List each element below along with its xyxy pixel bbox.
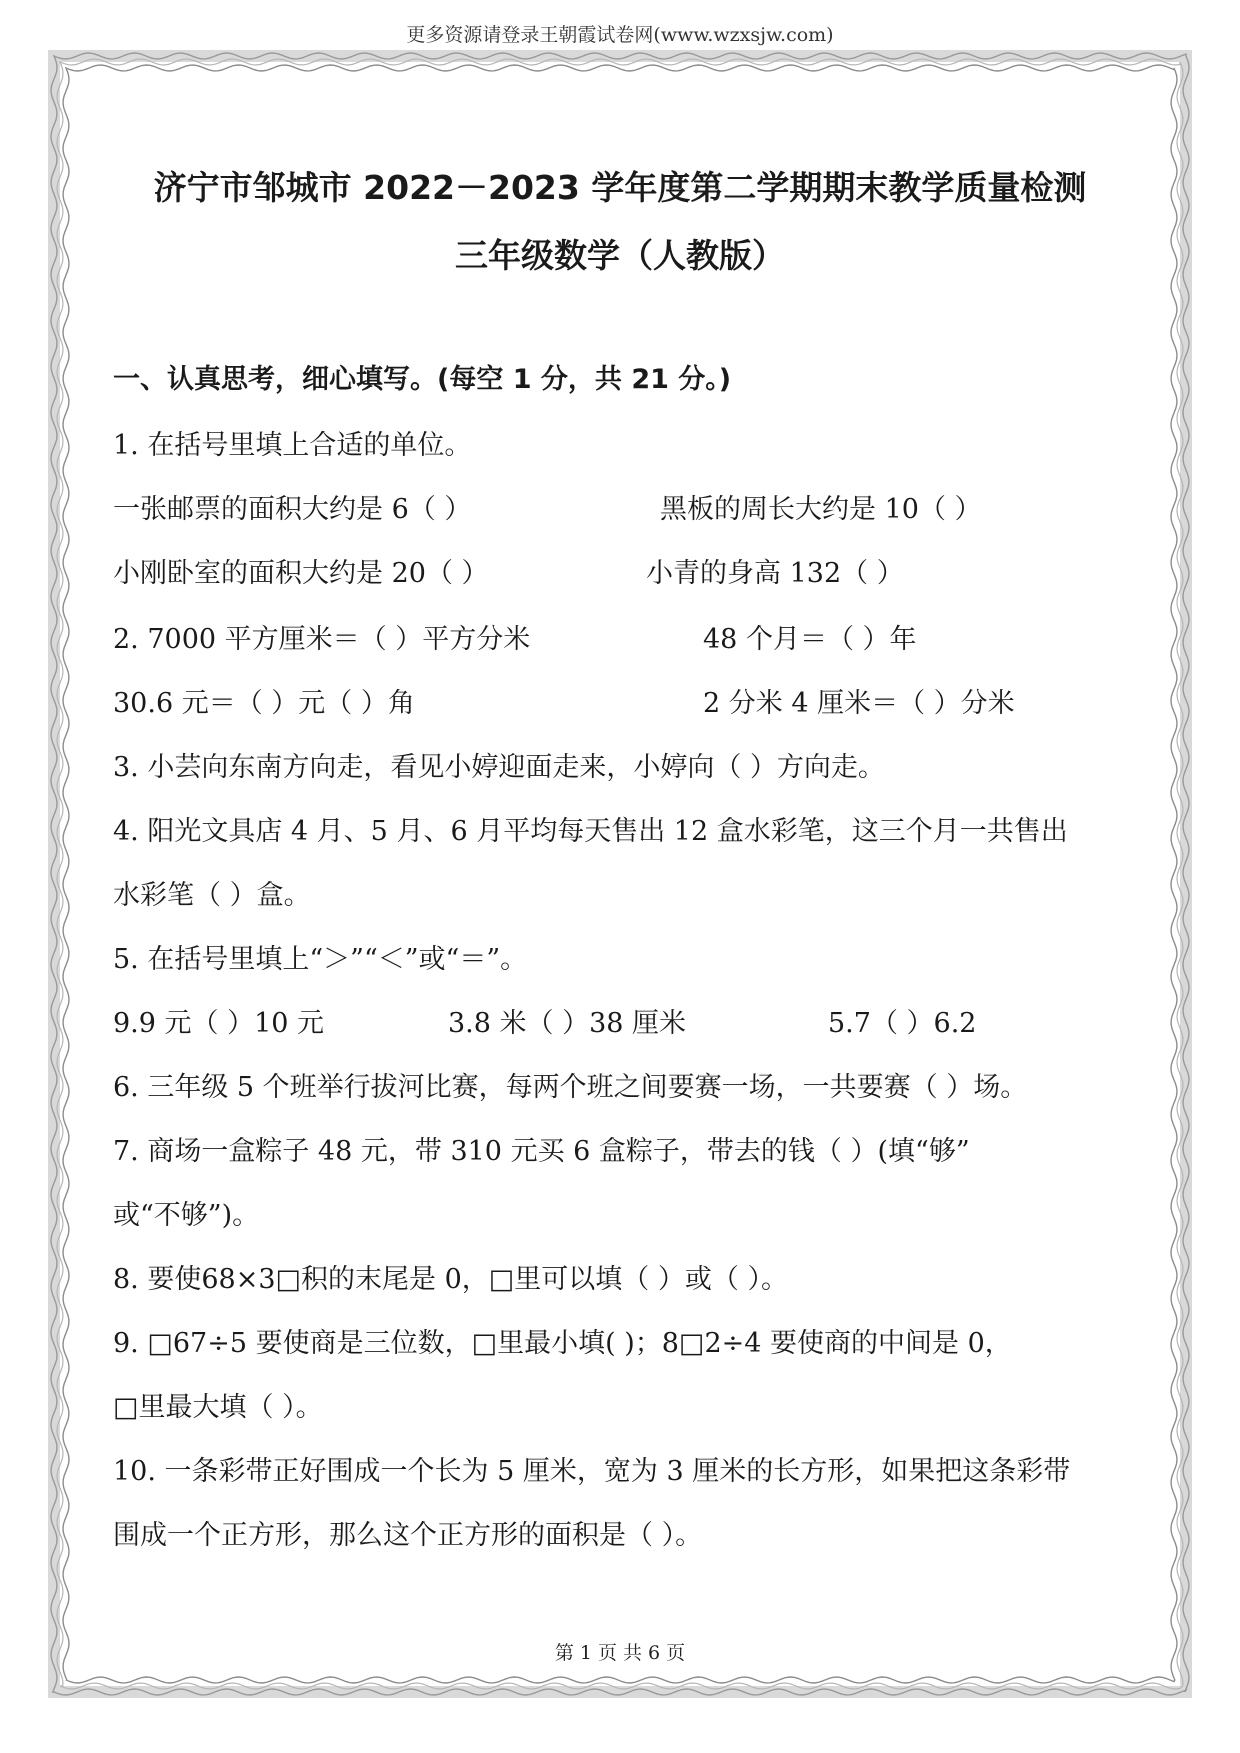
exam-page: [48, 50, 1192, 1698]
exam-title: 济宁市邹城市 2022－2023 学年度第二学期期末教学质量检测: [153, 168, 1087, 207]
question-3: 3. 小芸向东南方向走，看见小婷迎面走来，小婷向（ ）方向走。: [113, 752, 885, 783]
question-5-item-b: 3.8 米（ ）38 厘米: [448, 1008, 687, 1039]
question-2-item-a: 2. 7000 平方厘米＝（ ）平方分米: [113, 624, 531, 655]
header-note: 更多资源请登录王朝霞试卷网(www.wzxsjw.com): [406, 24, 834, 46]
question-4-line2: 水彩笔（ ）盒。: [113, 880, 311, 911]
question-5-stem: 5. 在括号里填上“＞”“＜”或“＝”。: [113, 944, 528, 975]
question-5-item-a: 9.9 元（ ）10 元: [113, 1008, 325, 1039]
exam-subtitle: 三年级数学（人教版）: [455, 236, 785, 275]
question-1-stem: 1. 在括号里填上合适的单位。: [113, 430, 472, 461]
question-2-item-b: 48 个月＝（ ）年: [703, 624, 917, 655]
question-9-line1: 9. □67÷5 要使商是三位数，□里最小填( )；8□2÷4 要使商的中间是 0，: [113, 1328, 1012, 1359]
question-7-line1: 7. 商场一盒粽子 48 元，带 310 元买 6 盒粽子，带去的钱（ ）(填“够”: [113, 1136, 970, 1167]
question-1-item-c: 小刚卧室的面积大约是 20（ ）: [113, 558, 489, 589]
question-10-line2: 围成一个正方形，那么这个正方形的面积是（ ）。: [113, 1520, 703, 1551]
question-7-line2: 或“不够”)。: [113, 1200, 260, 1231]
question-9-line2: □里最大填（ ）。: [113, 1392, 323, 1423]
page-footer: 第 1 页 共 6 页: [554, 1642, 686, 1664]
question-6: 6. 三年级 5 个班举行拔河比赛，每两个班之间要赛一场，一共要赛（ ）场。: [113, 1072, 1028, 1103]
question-10-line1: 10. 一条彩带正好围成一个长为 5 厘米，宽为 3 厘米的长方形，如果把这条彩带: [113, 1456, 1071, 1487]
question-1-item-a: 一张邮票的面积大约是 6（ ）: [113, 494, 472, 525]
section-heading: 一、认真思考，细心填写。(每空 1 分，共 21 分。): [113, 364, 732, 395]
question-2-item-c: 30.6 元＝（ ）元（ ）角: [113, 688, 415, 719]
question-2-item-d: 2 分米 4 厘米＝（ ）分米: [703, 688, 1015, 719]
question-4-line1: 4. 阳光文具店 4 月、5 月、6 月平均每天售出 12 盒水彩笔，这三个月一共售出: [113, 816, 1068, 847]
question-1-item-d: 小青的身高 132（ ）: [646, 558, 904, 589]
question-5-item-c: 5.7（ ）6.2: [828, 1008, 977, 1039]
question-1-item-b: 黑板的周长大约是 10（ ）: [660, 494, 982, 525]
question-8: 8. 要使68×3□积的末尾是 0，□里可以填（ ）或（ ）。: [113, 1264, 788, 1295]
